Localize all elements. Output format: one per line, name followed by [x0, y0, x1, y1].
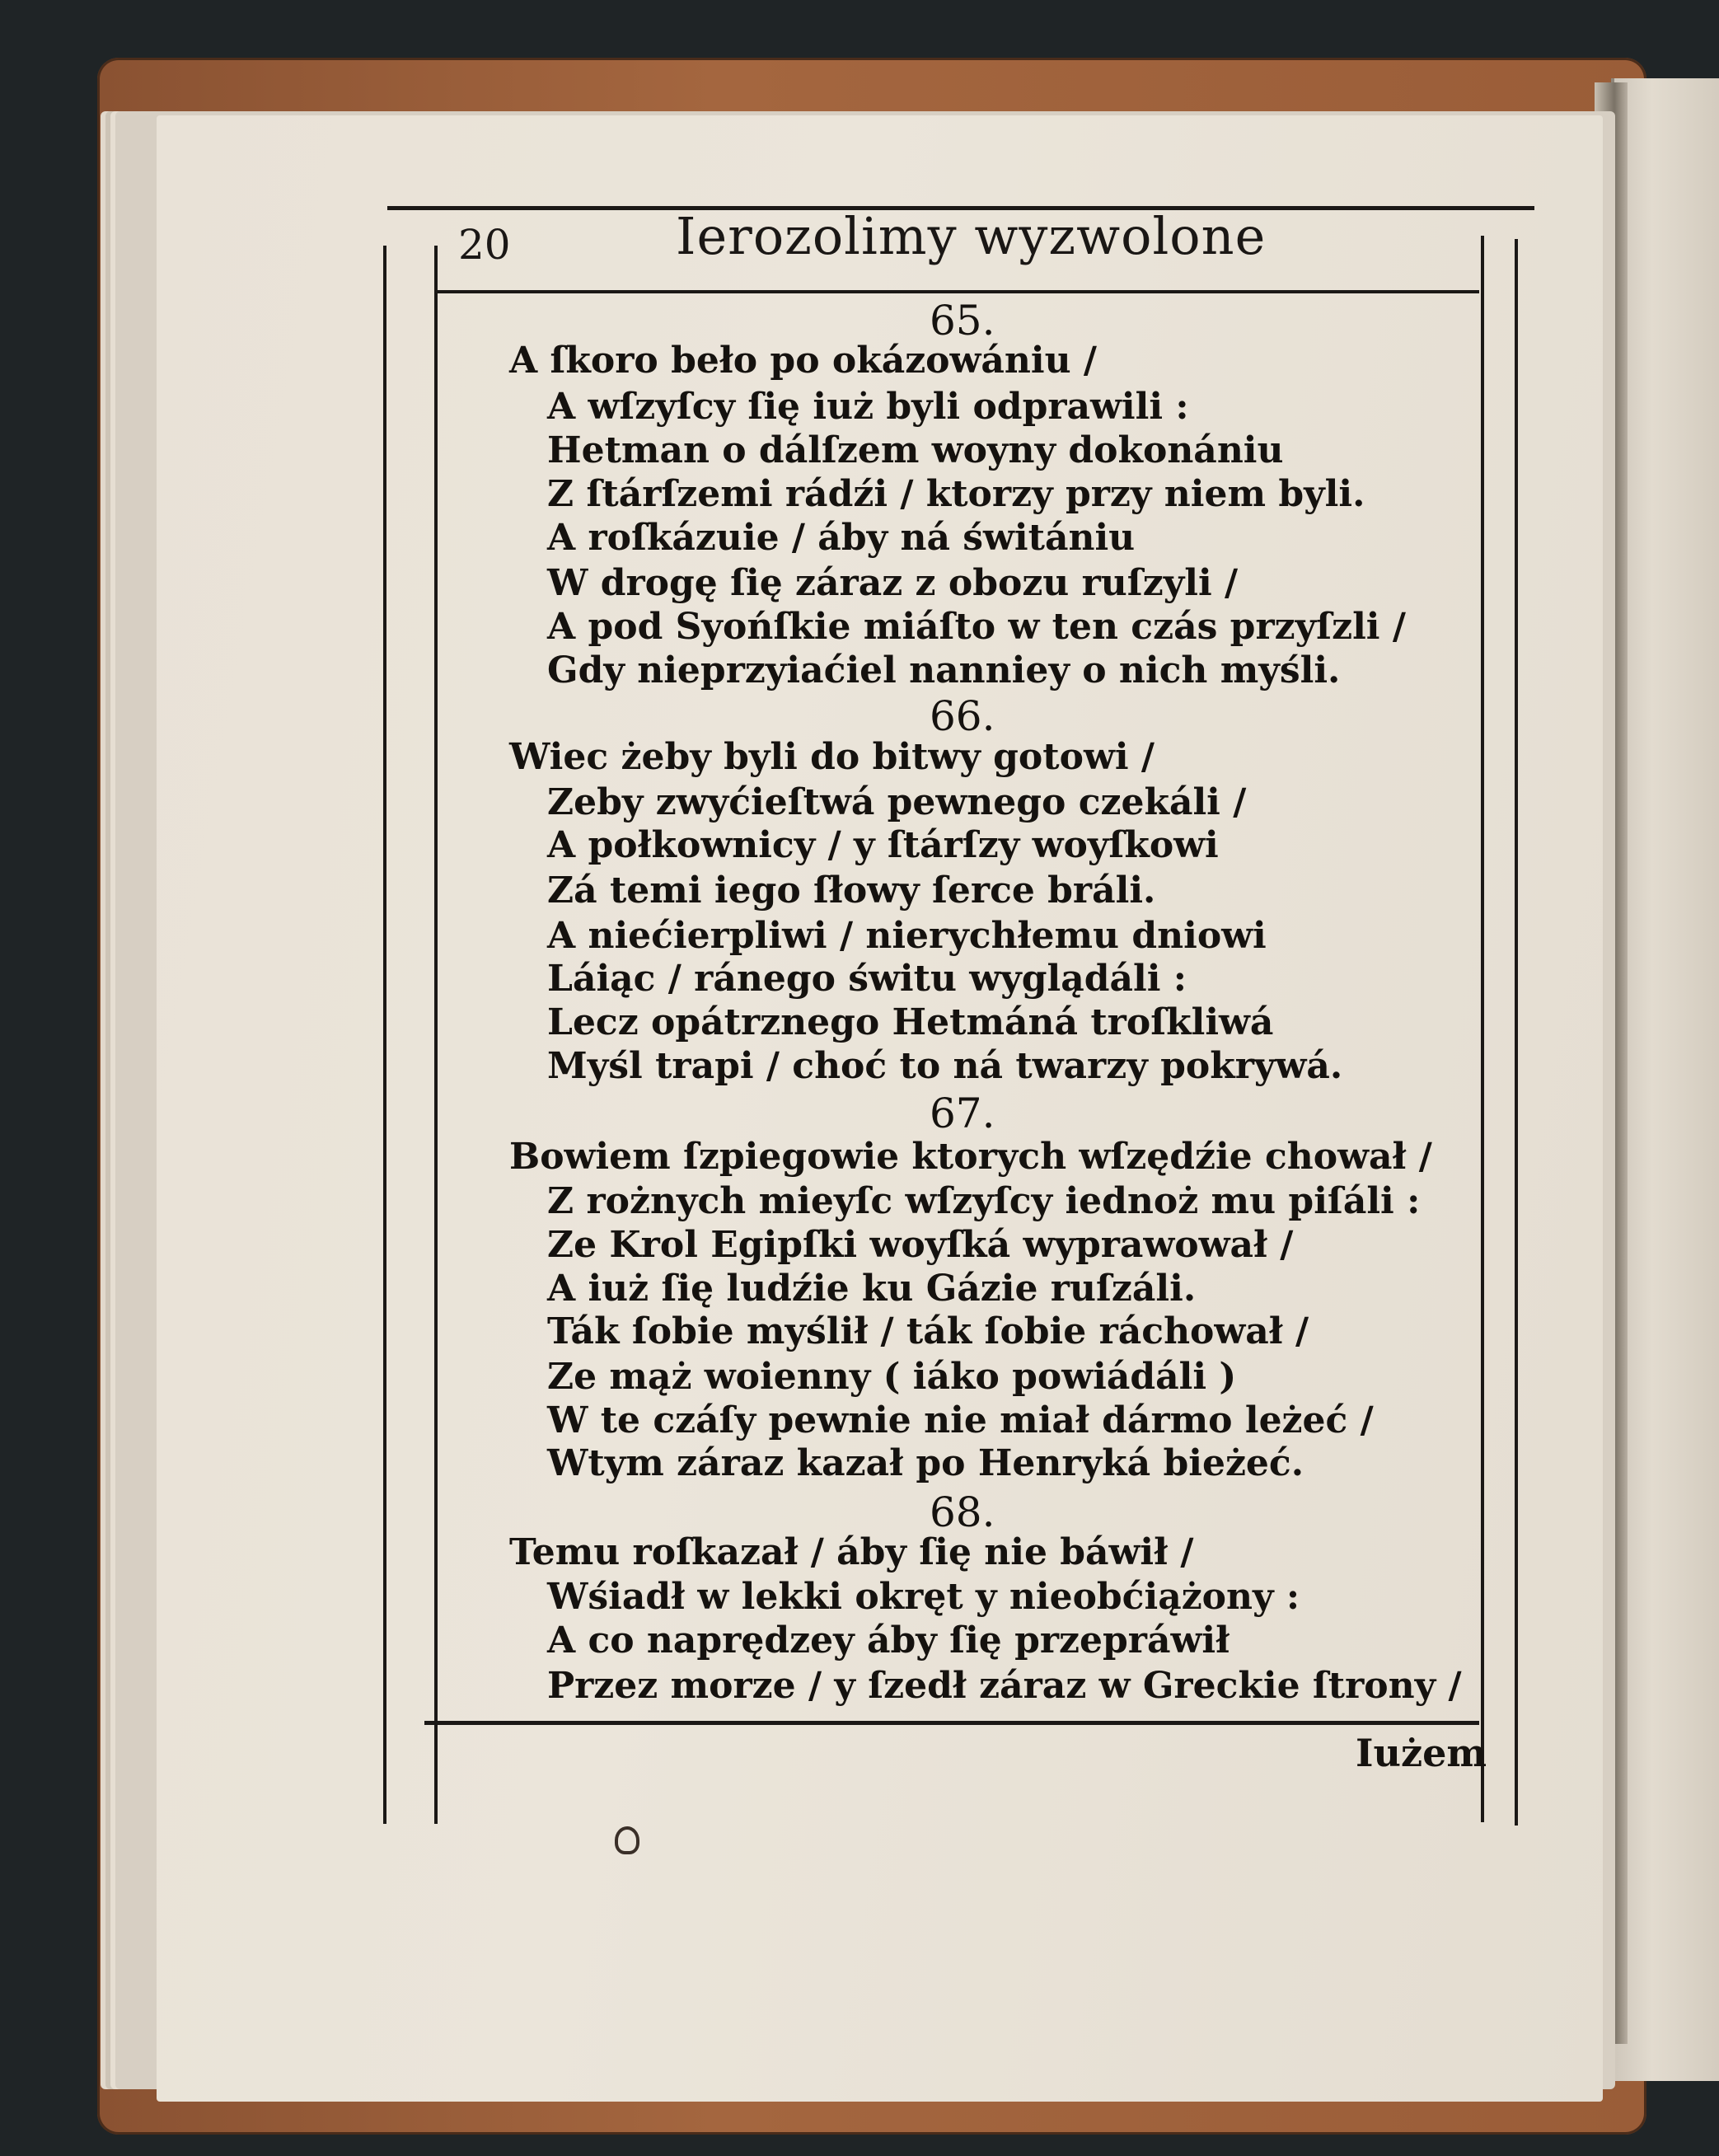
verse-line: Z ſtárſzemi rádźi / ktorzy przy niem byli. — [547, 473, 1365, 515]
stanza-number: 65. — [930, 297, 995, 344]
verse-line: Zeby zwyćieſtwá pewnego czekáli / — [547, 781, 1247, 823]
verse-line: Wtym záraz kazał po Henryká bieżeć. — [547, 1442, 1304, 1484]
ink-blot-mark — [615, 1826, 639, 1854]
verse-line: Wiec żeby byli do bitwy gotowi / — [509, 736, 1155, 778]
verse-line: W drogę ſię záraz z obozu ruſzyli / — [547, 562, 1239, 604]
verse-line: Zá temi iego ſłowy ſerce bráli. — [547, 869, 1156, 912]
verse-line: Ták ſobie myślił / ták ſobie ráchował / — [547, 1310, 1309, 1352]
verse-line: Bowiem ſzpiegowie ktorych wſzędźie chował / — [509, 1136, 1432, 1178]
running-title: Ierozolimy wyzwolone — [676, 206, 1267, 266]
verse-line: Wśiadł w lekki okręt y nieobćiążony : — [547, 1576, 1300, 1618]
verse-line: Lecz opátrznego Hetmáná troſkliwá — [547, 1001, 1274, 1043]
stanza-number: 67. — [930, 1090, 995, 1137]
verse-line: A co naprędzey áby ſię przepráwił — [547, 1619, 1230, 1662]
verse-line: A wſzyſcy ſię iuż byli odprawili : — [547, 386, 1189, 428]
verse-line: Gdy nieprzyiaćiel nanniey o nich myśli. — [547, 649, 1341, 691]
verse-line: Láiąc / ránego świtu wyglądáli : — [547, 958, 1187, 1000]
verse-line: Ze mąż woienny ( iáko powiádáli ) — [547, 1356, 1237, 1398]
verse-line: A połkownicy / y ſtárſzy woyſkowi — [547, 824, 1219, 866]
verse-line: Przez morze / y ſzedł záraz w Greckie ſtrony / — [547, 1665, 1462, 1707]
verse-line: A pod Syońſkie miáſto w ten czás przyſzli / — [547, 606, 1406, 648]
verse-line: Temu roſkazał / áby ſię nie báwił / — [509, 1531, 1194, 1573]
catchword: Iużem — [1356, 1731, 1487, 1775]
verse-line: Z rożnych mieyſc wſzyſcy iednoż mu piſáli : — [547, 1180, 1421, 1222]
verse-line: A iuż ſię ludźie ku Gázie ruſzáli. — [547, 1268, 1197, 1310]
page-number: 20 — [458, 221, 511, 269]
verse-line: A roſkázuie / áby ná świtániu — [547, 517, 1136, 559]
stanza-number: 66. — [930, 692, 995, 740]
verse-line: Hetman o dálſzem woyny dokonániu — [547, 429, 1284, 471]
verse-line: Ze Krol Egipſki woyſká wyprawował / — [547, 1224, 1294, 1266]
verse-line: Myśl trapi / choć to ná twarzy pokrywá. — [547, 1045, 1343, 1087]
stanza-number: 68. — [930, 1488, 995, 1536]
verse-line: A ſkoro beło po okázowániu / — [509, 340, 1098, 382]
verse-line: A niećierpliwi / nierychłemu dniowi — [547, 915, 1267, 957]
verse-line: W te czáſy pewnie nie miał dármo leżeć / — [547, 1399, 1374, 1441]
